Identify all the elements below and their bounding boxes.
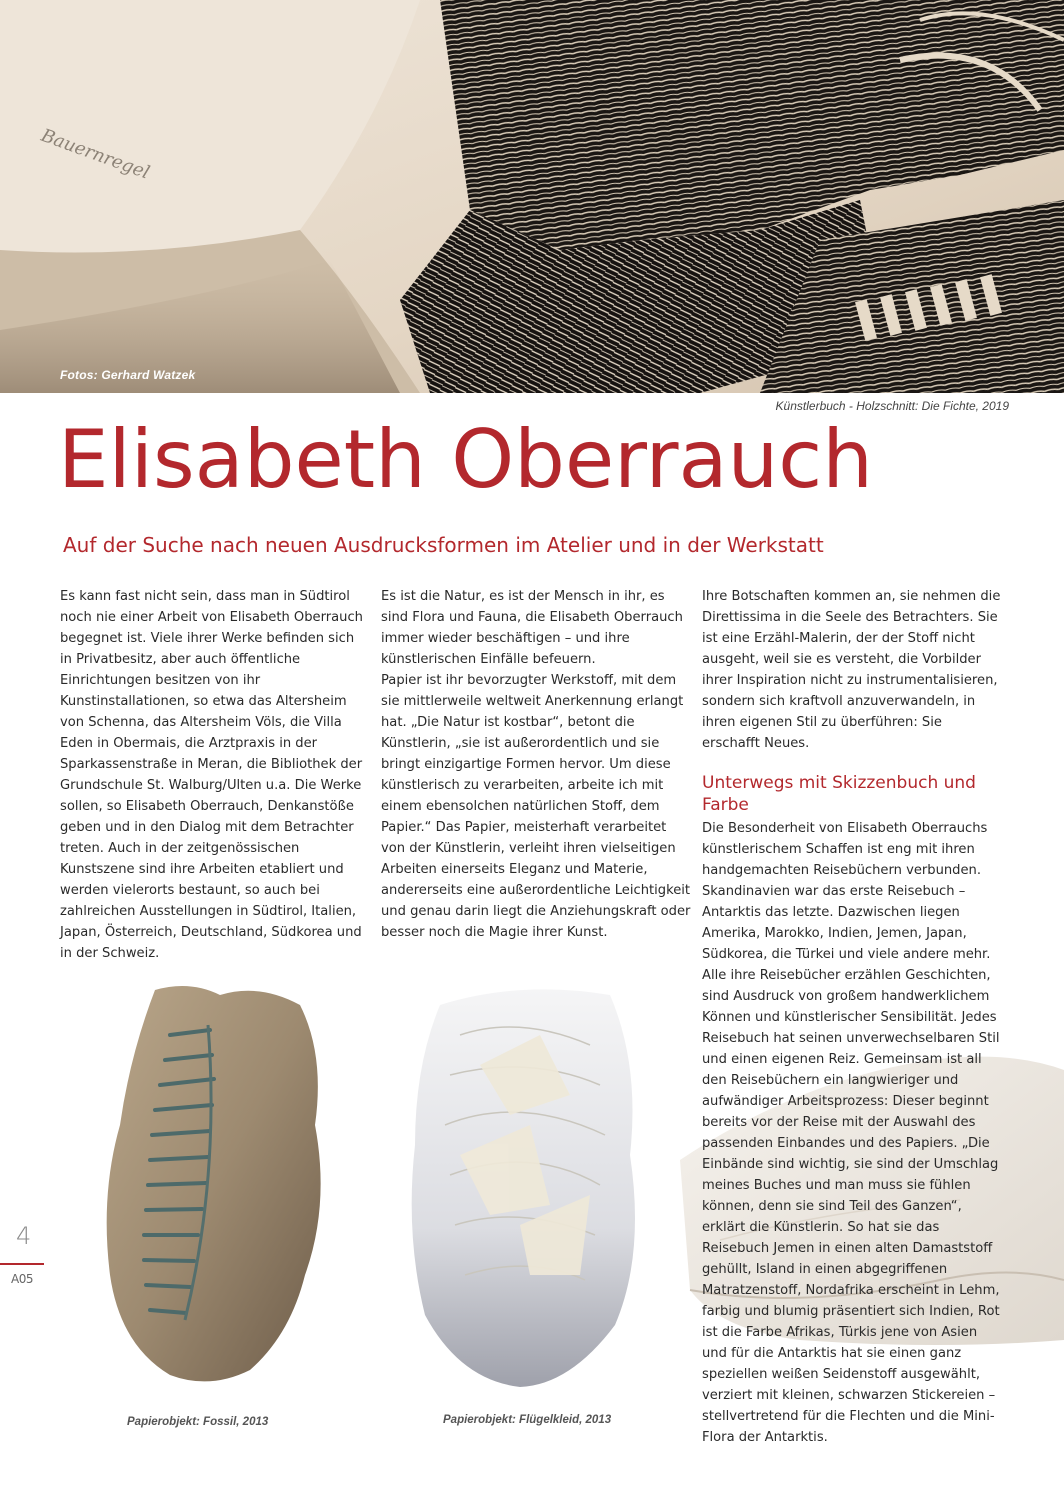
paragraph-intro: Es kann fast nicht sein, dass man in Südtirol noch nie einer Arbeit von Elisabeth Oberrauch begegnet ist. Viele ihrer Werke befinden sich in Privatbesitz, aber auch öffentliche Einrichtungen besitzen von ihr Kunstinstallationen, so etwa das Altersheim von Schenna, das Altersheim Völs, die Villa Eden in Obermais, die Arztpraxis in der Sparkassenstraße in Meran, die Bibliothek der Grundschule St. Walburg/Ulten u.a. Die Werke sollen, so Elisabeth Oberrauch, Denkanstöße geben und in den Dialog mit dem Betrachter treten. Auch in der zeitgenössischen Kunstszene sind ihre Arbeiten etabliert und werden vielerorts bestaunt, so auch bei zahlreichen Ausstellungen in Südtirol, Italien, Japan, Österreich, Deutschland, Südkorea und in der Schweiz.	[60, 589, 363, 961]
hero-photo	[0, 0, 1064, 393]
paragraph-messages: Ihre Botschaften kommen an, sie nehmen die Direttissima in die Seele des Betrachters. Sie ist eine Erzähl-Malerin, der der Stoff nicht ausgeht, weil sie es versteht, die Vorbilder ihrer Inspiration nicht zu instrumentalisieren, sondern sich kraftvoll anzuverwandeln, in ihren eigenen Stil zu überführen: Sie erschafft Neues.	[702, 589, 1001, 751]
article-subtitle: Auf der Suche nach neuen Ausdrucksformen im Atelier und in der Werkstatt	[63, 533, 824, 557]
section-heading: Unterwegs mit Skizzenbuch und Farbe	[702, 773, 976, 815]
issue-code: A05	[11, 1272, 33, 1286]
svg-text:Bauernregel: Bauernregel	[38, 124, 153, 184]
fluegelkleid-paper-object-image	[400, 975, 670, 1395]
article-column-3	[702, 586, 1004, 1448]
paragraph-nature: Es ist die Natur, es ist der Mensch in ihr, es sind Flora und Fauna, die Elisabeth Oberrauch immer wieder beschäftigen – und ihre künstlerischen Einfälle befeuern.	[381, 589, 683, 667]
page-number-divider	[0, 1263, 44, 1265]
page-number: 4	[16, 1222, 32, 1250]
photo-credit: Fotos: Gerhard Watzek	[60, 368, 196, 382]
article-title: Elisabeth Oberrauch	[58, 413, 873, 506]
paragraph-travel-books: Die Besonderheit von Elisabeth Oberrauchs künstlerischem Schaffen ist eng mit ihren handgemachten Reisebüchern verbunden. Skandinavien war das erste Reisebuch – Antarktis das letzte. Dazwischen liegen Amerika, Marokko, Indien, Jemen, Japan, Südkorea, die Türkei und viele andere mehr. Alle ihre Reisebücher erzählen Geschichten, sind Ausdruck von großem handwerklichem Können und künstlerischer Sensibilität. Jedes Reisebuch hat seinen unverwechselbaren Stil und einen eigenen Reiz. Gemeinsam ist all den Reisebüchern ein langwieriger und aufwändiger Arbeitsprozess: Dieser beginnt bereits vor der Reise mit der Auswahl des passenden Einbandes und des Papiers. „Die Einbände sind wichtig, sie sind der Umschlag meines Buches und man muss sie fühlen können, denn sie sind Teil des Ganzen“, erklärt die Künstlerin. So hat sie das Reisebuch Jemen in einen alten Damaststoff gehüllt, Island in einen abgegriffenen Matratzenstoff, Nordafrika erscheint in Lehm, farbig und blumig präsentiert sich Indien, Rot ist die Farbe Afrikas, Türkis jene von Asien und für die Antarktis hat sie einen ganz speziellen weißen Seidenstoff ausgewählt, verziert mit kleinen, schwarzen Stickereien – stellvertretend für die Flechten und die Mini-Flora der Antarktis.	[702, 821, 1000, 1445]
article-column-1	[60, 586, 370, 964]
hero-caption: Künstlerbuch - Holzschnitt: Die Fichte, 2019	[775, 399, 1009, 413]
woodcut-book-illustration	[0, 0, 1064, 393]
paragraph-paper: Papier ist ihr bevorzugter Werkstoff, mit dem sie mittlerweile weltweit Anerkennung erlangt hat. „Die Natur ist kostbar“, betont die Künstlerin, „sie ist außerordentlich und sie bringt einzigartige Formen hervor. Um diese künstlerisch zu verarbeiten, arbeite ich mit einem ebensolchen natürlichen Stoff, dem Papier.“ Das Papier, meisterhaft verarbeitet von der Künstlerin, verleiht ihren vielseitigen Arbeiten einerseits Eleganz und Materie, andererseits eine außerordentliche Leichtigkeit und genau darin liegt die Anziehungskraft oder besser noch die Magie ihrer Kunst.	[381, 673, 691, 940]
article-column-2	[381, 586, 693, 943]
fossil-paper-object-image	[100, 975, 340, 1395]
fossil-caption: Papierobjekt: Fossil, 2013	[127, 1416, 269, 1428]
fluegelkleid-caption: Papierobjekt: Flügelkleid, 2013	[443, 1414, 612, 1426]
